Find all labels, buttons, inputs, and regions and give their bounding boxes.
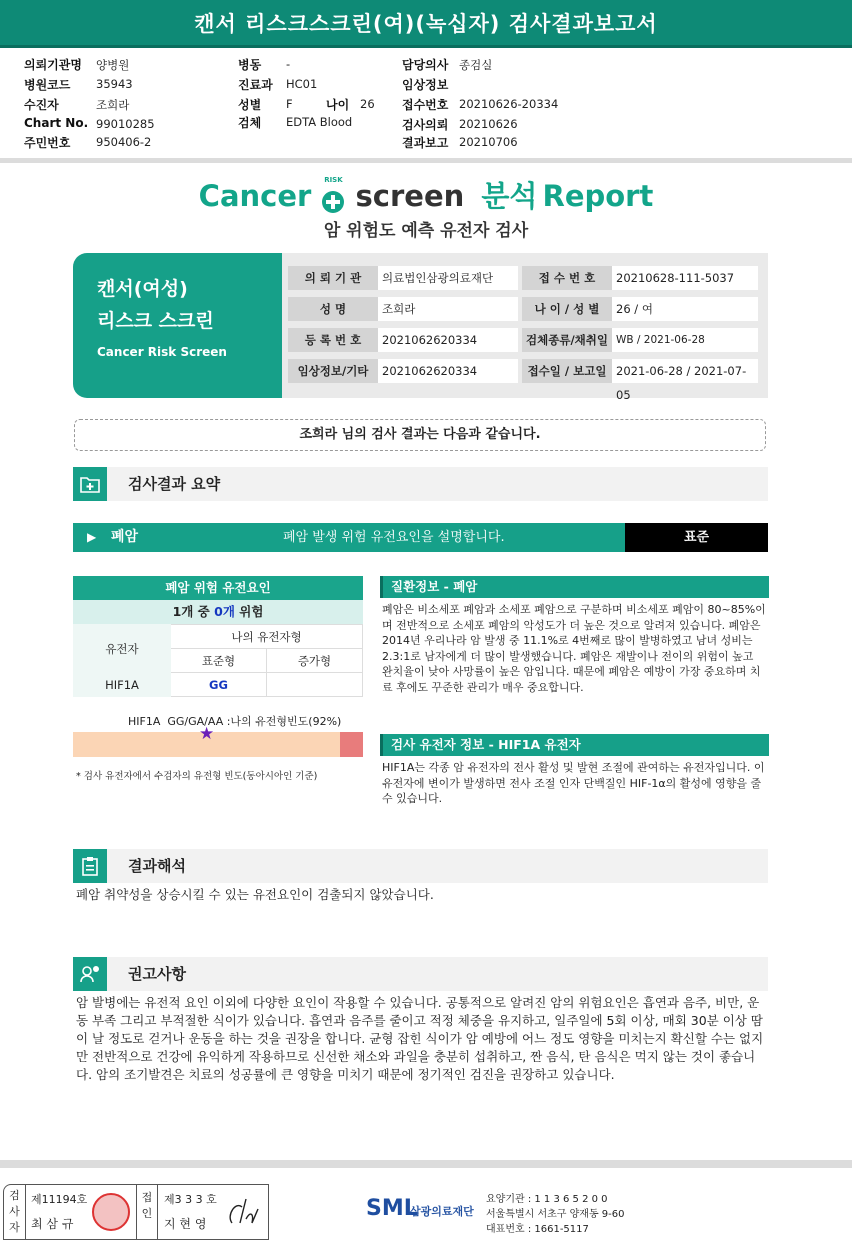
risk-bar [73,523,768,552]
count-number: 0개 [214,604,235,619]
interpretation-text: 폐암 취약성을 상승시킬 수 있는 유전요인이 검출되지 않았습니다. [76,887,434,902]
header-value: 조희라 [96,98,130,112]
header-value: F [286,97,293,111]
risk-level-badge: 표준 [625,523,768,552]
interpretation-section-header [73,849,768,883]
disease-info-title: 질환정보 - 폐암 [380,576,769,598]
header-label: 의뢰기관명 [24,58,82,72]
info-value: 26 / 여 [612,297,758,321]
gene-info [380,734,769,807]
divider [0,158,852,163]
info-label: 임상정보/기타 [288,359,378,383]
info-value: 조희라 [378,297,518,321]
risk-description: 폐암 발생 위험 유전요인을 설명합니다. [283,530,505,545]
col-standard-header: 표준형 [171,649,267,673]
risk-disease-name: 폐암 [111,529,139,545]
org-code: 요양기관 : 1 1 3 6 5 2 0 0 [486,1194,608,1205]
gene-info-text: HIF1A는 각종 암 유전자의 전사 활성 및 발현 조절에 관여하는 유전자입니다. 이 유전자에 변이가 발생하면 전사 조절 인자 단백질인 HIF-1α의 활성에 영향을 줄 수 있습니다. [382,761,765,805]
sml-logo: SML [366,1196,418,1221]
info-label: 성 명 [288,297,378,321]
summary-title: 검사결과 요약 [128,475,221,493]
header-value: 종검실 [459,58,493,72]
standard-genotype-cell: GG [171,673,267,697]
header-label: 결과보고 [402,136,449,150]
inspector-number: 제11194호 [31,1193,88,1206]
info-value: 2021062620334 [378,328,518,352]
brand-cancer: Cancer [198,179,312,213]
header-label: 수진자 [24,98,59,112]
info-value: 의료법인삼광의료재단 [378,266,518,290]
disease-info-text: 폐암은 비소세포 폐암과 소세포 폐암으로 구분하며 비소세포 폐암이 80~85%이며 전반적으로 소세포 폐암의 악성도가 더 높은 것으로 알려져 있습니다. 폐암은 2014년 우리나라 암 발생 중 11.1%로 4번째로 많이 발병하였고 남녀 성비는 2.3:1로 남자에게 더 많이 발생했습니다. 폐암은 재발이나 전이의 위험이 높고 완치율이 낮아 사망률이 높은 암입니다. 때문에 폐암은 예방이 가장 중요하며 치료 후에도 꾸준한 관리가 매우 중요합니다. [382,603,766,694]
header-label: 담당의사 [402,58,449,72]
header-label: 주민번호 [24,136,71,150]
header-value: 20210626 [459,117,518,131]
inspector-label: 검사자 [4,1185,26,1239]
genotype-frequency-label: HIF1A GG/GA/AA :나의 유전형빈도(92%) [128,715,342,728]
gene-table-title: 폐암 위험 유전요인 [73,576,363,600]
header-label: Chart No. [24,116,89,130]
count-suffix: 위험 [234,604,264,619]
brand-logo [0,174,852,215]
header-label: 성별 [238,98,262,112]
org-address: 서울특별시 서초구 양재동 9-60 [486,1209,625,1220]
product-name-line1: 캔서(여성) [97,278,188,300]
header-label: 검체 [238,116,262,130]
summary-section-header [73,467,768,501]
info-label: 의 뢰 기 관 [288,266,378,290]
recommendation-title: 권고사항 [128,965,186,983]
header-label: 임상정보 [402,78,449,92]
gene-risk-count [73,600,363,624]
seal-stamp [92,1193,130,1231]
info-value: 20210628-111-5037 [612,266,758,290]
product-box [73,253,282,398]
report-title: 캔서 리스크스크린(여)(녹십자) 검사결과보고서 [0,0,852,48]
info-panel [282,253,768,402]
my-genotype-header: 나의 유전자형 [171,625,363,649]
header-value: EDTA Blood [286,115,353,129]
header-value: 26 [360,97,375,111]
gene-name-cell: HIF1A [74,673,171,697]
frequency-bar-risk-segment [340,732,363,757]
signature-box [3,1184,269,1240]
header-value: 20210706 [459,135,518,149]
info-label: 접 수 번 호 [522,266,612,290]
brand-report: Report [542,179,654,213]
header-label: 진료과 [238,78,273,92]
confirmer-label: 접인 [136,1185,158,1239]
info-label: 등 록 번 호 [288,328,378,352]
info-label: 접수일 / 보고일 [522,359,612,383]
product-name-en: Cancer Risk Screen [97,345,227,359]
interpretation-title: 결과해석 [128,857,186,875]
header-value: HC01 [286,77,318,91]
result-intro: 조희라 님의 검사 결과는 다음과 같습니다. [74,419,766,451]
product-name [97,273,214,337]
header-value: 20210626-20334 [459,97,559,111]
signature-image [222,1193,266,1233]
increased-genotype-cell [267,673,363,697]
recommendation-section-header [73,957,768,991]
recommendation-text: 암 발병에는 유전적 요인 이외에 다양한 요인이 작용할 수 있습니다. 공통적으로 알려진 암의 위험요인은 흡연과 음주, 비만, 운동 부족 그리고 부적절한 식이가 있습니다. 흡연과 음주를 줄이고 적정 체중을 유지하고, 일주일에 5회 이상, 매회 30분 이상 땀이 날 정도로 걷거나 운동을 하는 것을 권장을 합니다. 균형 잡힌 식이가 암 예방에 어느 정도 영향을 미치는지 확신할 수는 없지만 전반적으로 건강에 유익하게 작용하므로 신선한 채소와 과일을 충분히 섭취하고, 짠 음식, 탄 음식은 먹지 않는 것이 좋습니다. 암의 조기발견은 치료의 성공률에 큰 영향을 미치기 때문에 정기적인 검진을 권장하고 있습니다. [76,995,764,1082]
doctor-chat-icon [73,957,107,991]
info-value: 2021062620334 [378,359,518,383]
play-icon: ▶ [87,530,97,544]
sml-name: 삼광의료재단 [410,1205,474,1218]
gene-info-title: 검사 유전자 정보 - HIF1A 유전자 [380,734,769,756]
frequency-note: * 검사 유전자에서 수검자의 유전형 빈도(동아시아인 기준) [76,771,318,782]
confirmer-number: 제3 3 3 호 [164,1193,217,1206]
header-label: 나이 [326,98,350,112]
count-prefix: 1개 중 [172,604,215,619]
header-label: 접수번호 [402,98,449,112]
col-gene-header: 유전자 [74,625,171,673]
brand-analysis: 분석 [481,179,538,213]
inspector-name: 최 삼 규 [31,1217,74,1231]
frequency-bar [73,724,363,757]
header-value: 양병원 [96,58,130,72]
disease-info [380,576,769,695]
info-label: 검체종류/채취일 [522,328,612,352]
info-label: 나 이 / 성 별 [522,297,612,321]
header-label: 검사의뢰 [402,118,449,132]
plus-circle-icon [316,175,350,214]
header-label: 병원코드 [24,78,71,92]
brand-screen: screen [355,179,465,213]
star-icon: ★ [199,724,215,744]
folder-plus-icon [73,467,107,501]
footer [0,1160,852,1241]
header-value: 35943 [96,77,133,91]
header-label: 병동 [238,58,262,72]
product-name-line2: 리스크 스크린 [97,310,214,332]
page-subtitle: 암 위험도 예측 유전자 검사 [323,221,529,241]
header-value: - [286,57,291,71]
org-phone: 대표번호 : 1661-5117 [486,1224,589,1235]
info-value: WB / 2021-06-28 [612,328,758,352]
gene-risk-table [73,576,363,697]
clipboard-icon [73,849,107,883]
col-increased-header: 증가형 [267,649,363,673]
header-value: 950406-2 [96,135,152,149]
brand-risk: RISK [324,175,343,184]
confirmer-name: 지 현 영 [164,1217,207,1231]
org-info [486,1192,625,1237]
header-value: 99010285 [96,117,155,131]
info-value: 2021-06-28 / 2021-07-05 [612,359,758,383]
